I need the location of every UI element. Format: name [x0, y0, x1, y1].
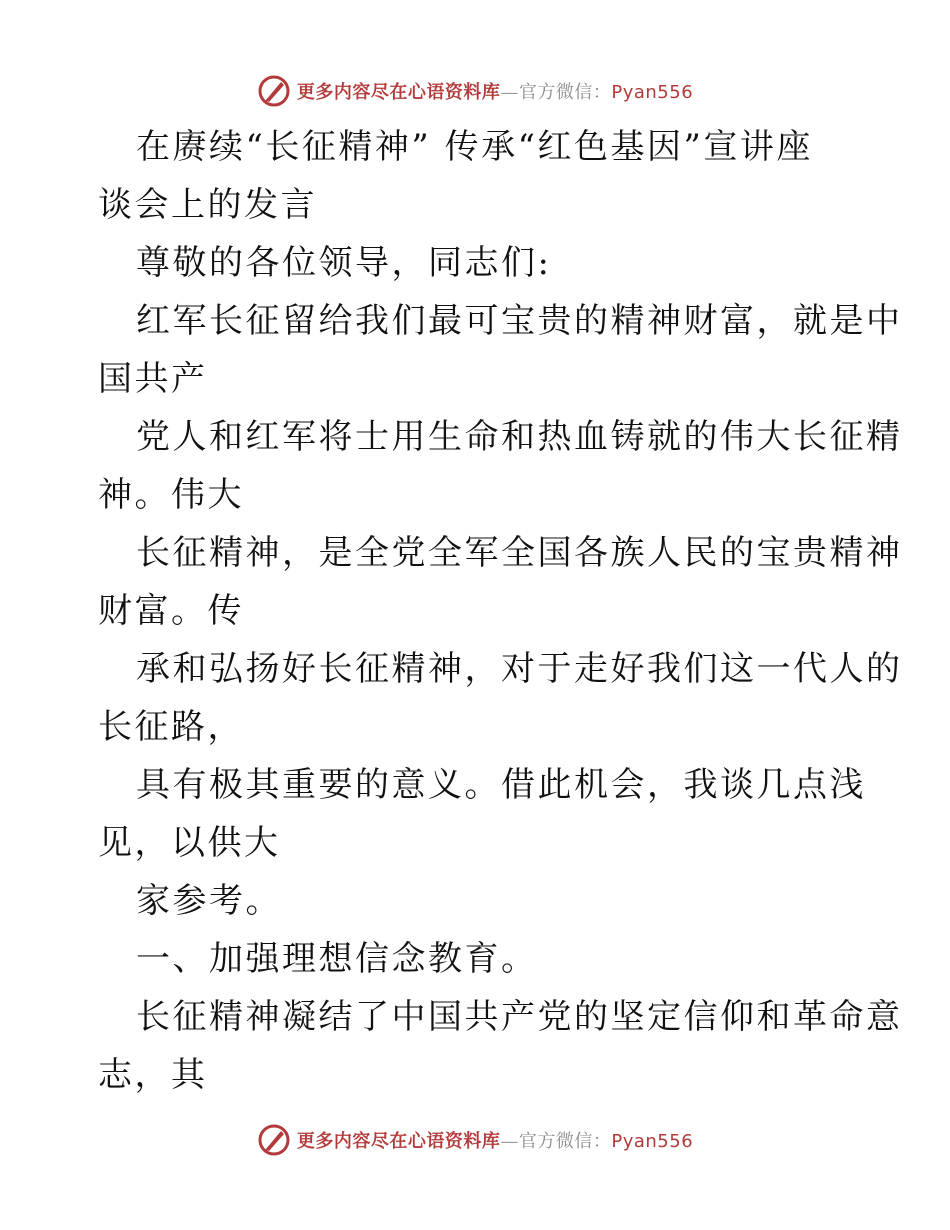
- watermark-site: 更多内容尽在心语资料库: [296, 1131, 501, 1152]
- text-line: 谈会上的发言: [98, 185, 317, 225]
- text-line: 承和弘扬好长征精神，对于走好我们这一代人的: [136, 649, 903, 689]
- quill-logo-icon: [257, 1123, 291, 1157]
- watermark-text: [297, 1127, 693, 1153]
- text-line: 见，以供大: [98, 823, 281, 863]
- footer-watermark: [0, 1120, 950, 1160]
- watermark-wechat-id: Pyan556: [611, 1131, 694, 1152]
- text-line: 长征精神，是全党全军全国各族人民的宝贵精神: [136, 533, 903, 573]
- text-line: 志，其: [98, 1055, 208, 1095]
- text-line: 红军长征留给我们最可宝贵的精神财富，就是中: [136, 301, 903, 341]
- text-line: 神。伟大: [98, 475, 244, 515]
- text-line: 尊敬的各位领导，同志们:: [136, 243, 552, 283]
- watermark-wechat-id: Pyan556: [611, 82, 694, 103]
- document-body: [98, 118, 903, 1104]
- watermark-text: [297, 78, 693, 104]
- text-line: 在赓续“长征精神” 传承“红色基因”宣讲座: [136, 127, 813, 167]
- text-line: 党人和红军将士用生命和热血铸就的伟大长征精: [136, 417, 903, 457]
- watermark-separator: —: [500, 82, 519, 103]
- text-line: 具有极其重要的意义。借此机会，我谈几点浅: [136, 765, 866, 805]
- text-line: 长征路，: [98, 707, 244, 747]
- quill-logo-icon: [257, 74, 291, 108]
- text-line: 长征精神凝结了中国共产党的坚定信仰和革命意: [136, 997, 903, 1037]
- text-line: 财富。传: [98, 591, 244, 631]
- watermark-site: 更多内容尽在心语资料库: [296, 82, 501, 103]
- header-watermark: [0, 71, 950, 111]
- text-line: 一、加强理想信念教育。: [136, 939, 538, 979]
- watermark-separator: —: [500, 1131, 519, 1152]
- text-line: 家参考。: [136, 881, 282, 921]
- text-line: 国共产: [98, 359, 208, 399]
- watermark-label: 官方微信：: [518, 82, 612, 103]
- watermark-label: 官方微信：: [518, 1131, 612, 1152]
